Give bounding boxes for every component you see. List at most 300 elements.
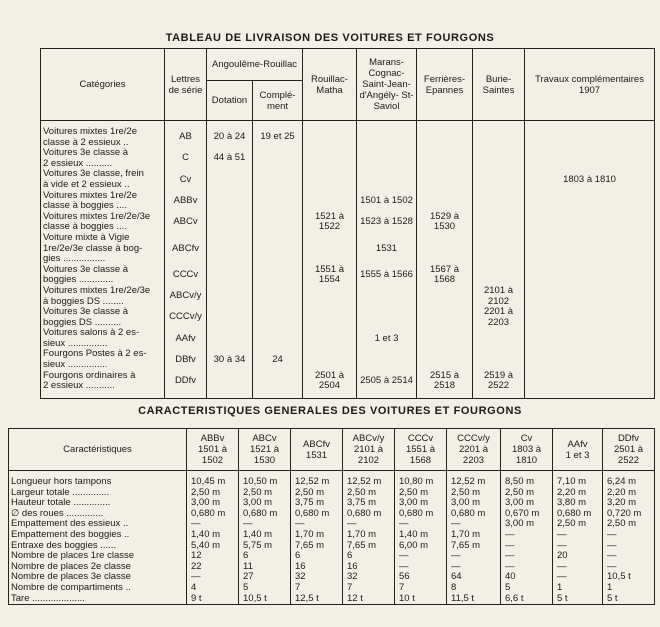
characteristic-value: — [603, 541, 655, 552]
characteristic-label: Hauteur totale .............. [9, 498, 187, 509]
complement-cell [253, 328, 303, 349]
travaux-cell [525, 212, 655, 233]
column-code: CCCv [407, 433, 434, 444]
category-line: Voitures 3e classe à [43, 147, 129, 159]
characteristic-value: 12,52 m [447, 477, 501, 488]
characteristic-value: 3,00 m [187, 498, 239, 509]
complement-cell [253, 212, 303, 233]
characteristics-table-title: CARACTERISTIQUES GENERALES DES VOITURES ET FOURGONS [138, 405, 522, 417]
column-code: Cv [520, 433, 533, 444]
table-row [41, 233, 655, 265]
table-row [41, 212, 655, 233]
characteristic-value: 0,680 m [239, 509, 291, 520]
characteristic-value: 0,670 m [501, 509, 553, 520]
category-line: à vide et 2 essieux .. [43, 178, 130, 190]
characteristic-value: 10 t [395, 594, 447, 605]
category-line: Voitures mixtes 1re/2e/3e [43, 210, 151, 222]
lettres-cell: CCCv [165, 265, 207, 286]
characteristic-value: 2,50 m [553, 519, 603, 530]
category-cell [41, 286, 165, 307]
column-code: AAfv [567, 438, 588, 450]
category-cell [41, 212, 165, 233]
characteristic-value: 12,52 m [291, 477, 343, 488]
ferrieres-cell [417, 286, 473, 307]
category-line: 2 essieux .......... [43, 157, 113, 169]
characteristic-value: 0,680 m [553, 509, 603, 520]
column-header [239, 429, 291, 471]
column-code: ABBv [200, 433, 225, 444]
column-range: 1551 à 1568 [405, 444, 436, 466]
column-range: 1803 à 1810 [511, 444, 542, 466]
characteristic-value: 3,75 m [343, 498, 395, 509]
category-line: Voitures 3e classe, frein [43, 168, 144, 180]
column-header [603, 429, 655, 471]
marans-cell [357, 169, 417, 190]
marans-cell: 1531 [357, 233, 417, 265]
rouillac-cell [303, 169, 357, 190]
characteristic-value: 16 [343, 562, 395, 573]
category-line: 2 essieux ........... [43, 380, 115, 392]
burie-cell [473, 233, 525, 265]
category-line: classe à 2 essieux .. [43, 136, 129, 148]
characteristic-value: — [395, 562, 447, 573]
category-line: sieux ............... [43, 359, 108, 371]
characteristic-value: — [603, 530, 655, 541]
marans-cell [357, 148, 417, 169]
dotation-cell [207, 286, 253, 307]
category-cell [41, 233, 165, 265]
table-row [41, 191, 655, 212]
characteristic-value: 1 [603, 583, 655, 594]
characteristic-value: 20 [553, 551, 603, 562]
characteristic-value: 12,5 t [291, 594, 343, 605]
table-row [41, 307, 655, 328]
lettres-cell: ABCfv [165, 233, 207, 265]
marans-cell: 1 et 3 [357, 328, 417, 349]
characteristic-value: 7 [395, 583, 447, 594]
burie-cell [473, 148, 525, 169]
lettres-cell: C [165, 148, 207, 169]
travaux-cell [525, 191, 655, 212]
characteristic-value: 6,24 m [603, 477, 655, 488]
characteristic-value: — [239, 519, 291, 530]
characteristic-value: — [553, 530, 603, 541]
dotation-cell [207, 169, 253, 190]
lettres-cell: Cv [165, 169, 207, 190]
complement-cell [253, 286, 303, 307]
characteristic-value: 2,50 m [501, 488, 553, 499]
column-code: ABCv/y [352, 433, 385, 444]
col-caracteristiques: Caractéristiques [9, 429, 187, 471]
col-travaux: Travaux complémentaires 1907 [525, 49, 655, 121]
complement-cell: 24 [253, 349, 303, 370]
characteristic-value: 6 [291, 551, 343, 562]
characteristic-value: 3,20 m [603, 498, 655, 509]
dotation-cell [207, 371, 253, 392]
category-line: Fourgons ordinaires à [43, 369, 136, 381]
rouillac-cell [303, 328, 357, 349]
col-marans: Marans- Cognac- Saint-Jean- d'Angély- St-Saviol [357, 49, 417, 121]
characteristic-value: — [447, 562, 501, 573]
column-range: 1 et 3 [565, 449, 590, 461]
travaux-cell [525, 307, 655, 328]
table-row [41, 127, 655, 148]
column-header [343, 429, 395, 471]
category-line: Voitures 3e classe à [43, 263, 129, 275]
characteristic-value: 56 [395, 572, 447, 583]
characteristic-value: 6,6 t [501, 594, 553, 605]
characteristic-value: 1,40 m [395, 530, 447, 541]
dotation-cell: 20 à 24 [207, 127, 253, 148]
lettres-cell: ABCv [165, 212, 207, 233]
dotation-cell [207, 265, 253, 286]
characteristic-value: 7,65 m [291, 541, 343, 552]
dotation-cell [207, 307, 253, 328]
characteristic-value: 6 [343, 551, 395, 562]
marans-cell: 1555 à 1566 [357, 265, 417, 286]
characteristic-value: 32 [343, 572, 395, 583]
ferrieres-cell [417, 307, 473, 328]
complement-cell: 19 et 25 [253, 127, 303, 148]
column-range: 2201 à 2203 [458, 444, 489, 466]
lettres-cell: AB [165, 127, 207, 148]
characteristic-value: — [553, 562, 603, 573]
characteristic-value: 2,50 m [239, 488, 291, 499]
characteristic-value: 10,50 m [239, 477, 291, 488]
characteristic-value: — [395, 519, 447, 530]
rouillac-cell [303, 307, 357, 328]
characteristic-label: Empattement des essieux .. [9, 519, 187, 530]
travaux-cell [525, 265, 655, 286]
lettres-cell: DDfv [165, 371, 207, 392]
table-row [41, 169, 655, 190]
characteristic-label: Nombre de places 2e classe [9, 562, 187, 573]
characteristic-value: 3,00 m [395, 498, 447, 509]
category-line: sieux ............... [43, 337, 108, 349]
lettres-cell: CCCv/y [165, 307, 207, 328]
travaux-cell [525, 328, 655, 349]
category-line: classe à boggies .... [43, 200, 127, 212]
characteristic-value: 1,70 m [343, 530, 395, 541]
dotation-cell [207, 328, 253, 349]
characteristic-value: 0,720 m [603, 509, 655, 520]
characteristic-value: — [343, 519, 395, 530]
characteristic-value: 3,00 m [501, 519, 553, 530]
rouillac-cell: 1521 à 1522 [303, 212, 357, 233]
characteristic-value: 1 [553, 583, 603, 594]
lettres-cell: ABBv [165, 191, 207, 212]
rouillac-cell [303, 233, 357, 265]
category-line: boggies ............. [43, 274, 114, 286]
characteristics-table [8, 428, 655, 605]
table-row [41, 328, 655, 349]
lettres-cell: DBfv [165, 349, 207, 370]
rouillac-cell: 1551 à 1554 [303, 265, 357, 286]
rouillac-cell [303, 148, 357, 169]
characteristic-label: Empattement des boggies .. [9, 530, 187, 541]
column-header [553, 429, 603, 471]
category-line: boggies DS .......... [43, 316, 122, 328]
table-row [9, 583, 655, 594]
characteristic-value: 7,65 m [447, 541, 501, 552]
dotation-cell: 44 à 51 [207, 148, 253, 169]
characteristic-value: — [501, 562, 553, 573]
characteristic-value: 0,680 m [187, 509, 239, 520]
characteristic-value: 2,50 m [447, 488, 501, 499]
characteristic-value: 2,50 m [603, 519, 655, 530]
category-line: Voitures mixtes 1re/2e/3e [43, 284, 151, 296]
column-code: CCCv/y [457, 433, 490, 444]
characteristic-label: Nombre de places 1re classe [9, 551, 187, 562]
rouillac-cell [303, 127, 357, 148]
burie-cell [473, 191, 525, 212]
characteristic-label: Entraxe des boggies ...... [9, 541, 187, 552]
characteristic-value: — [501, 530, 553, 541]
category-line: 1re/2e/3e classe à bog- [43, 242, 143, 254]
characteristic-value: — [187, 519, 239, 530]
col-burie: Burie- Saintes [473, 49, 525, 121]
characteristic-value: — [501, 551, 553, 562]
characteristic-value: 2,50 m [291, 488, 343, 499]
category-cell [41, 148, 165, 169]
category-cell [41, 328, 165, 349]
column-header [395, 429, 447, 471]
marans-cell [357, 286, 417, 307]
table-row [41, 265, 655, 286]
burie-cell [473, 169, 525, 190]
travaux-cell [525, 371, 655, 392]
complement-cell [253, 265, 303, 286]
characteristic-value: 7,10 m [553, 477, 603, 488]
ferrieres-cell [417, 349, 473, 370]
characteristic-value: 64 [447, 572, 501, 583]
characteristic-label: ∅ des roues .............. [9, 509, 187, 520]
ferrieres-cell [417, 328, 473, 349]
col-complement: Complé- ment [253, 81, 303, 121]
rouillac-cell [303, 191, 357, 212]
characteristic-value: — [447, 551, 501, 562]
rouillac-cell [303, 286, 357, 307]
characteristic-label: Tare .................... [9, 594, 187, 605]
characteristic-value: 8,50 m [501, 477, 553, 488]
characteristic-value: 2,20 m [603, 488, 655, 499]
characteristic-value: 11,5 t [447, 594, 501, 605]
characteristic-value: 0,680 m [291, 509, 343, 520]
characteristic-value: 8 [447, 583, 501, 594]
characteristic-value: — [395, 551, 447, 562]
characteristic-value: 1,40 m [239, 530, 291, 541]
characteristic-value: 5 [501, 583, 553, 594]
characteristic-value: 0,680 m [343, 509, 395, 520]
characteristic-value: 7 [343, 583, 395, 594]
travaux-cell [525, 127, 655, 148]
burie-cell [473, 212, 525, 233]
characteristic-value: — [291, 519, 343, 530]
burie-cell [473, 127, 525, 148]
characteristic-label: Longueur hors tampons [9, 477, 187, 488]
ferrieres-cell: 2515 à 2518 [417, 371, 473, 392]
complement-cell [253, 148, 303, 169]
characteristic-value: 27 [239, 572, 291, 583]
category-cell [41, 265, 165, 286]
travaux-cell [525, 349, 655, 370]
marans-cell: 1523 à 1528 [357, 212, 417, 233]
column-code: DDfv [617, 433, 640, 444]
ferrieres-cell [417, 169, 473, 190]
column-range: 1531 [305, 449, 328, 461]
characteristic-value: 10,80 m [395, 477, 447, 488]
characteristic-value: 22 [187, 562, 239, 573]
complement-cell [253, 307, 303, 328]
characteristic-value: 3,00 m [447, 498, 501, 509]
category-line: Voitures 3e classe à [43, 306, 129, 318]
characteristic-value: — [447, 519, 501, 530]
col-ferrieres: Ferrières- Epannes [417, 49, 473, 121]
characteristic-value: 3,75 m [291, 498, 343, 509]
characteristic-value: — [501, 541, 553, 552]
characteristic-value: 6,00 m [395, 541, 447, 552]
table-row [9, 530, 655, 541]
column-range: 1501 à 1502 [197, 444, 228, 466]
marans-cell [357, 349, 417, 370]
col-dotation: Dotation [207, 81, 253, 121]
complement-cell [253, 233, 303, 265]
column-code: ABCv [252, 433, 277, 444]
category-line: Voitures salons à 2 es- [43, 327, 140, 339]
dotation-cell [207, 191, 253, 212]
characteristic-label: Nombre de compartiments .. [9, 583, 187, 594]
ferrieres-cell [417, 127, 473, 148]
characteristic-label: Nombre de places 3e classe [9, 572, 187, 583]
characteristic-value: 1,40 m [187, 530, 239, 541]
dotation-cell: 30 à 34 [207, 349, 253, 370]
column-header [501, 429, 553, 471]
burie-cell [473, 328, 525, 349]
burie-cell: 2101 à 2102 [473, 286, 525, 307]
category-cell [41, 349, 165, 370]
delivery-table [40, 48, 655, 399]
category-cell [41, 191, 165, 212]
table-row [41, 286, 655, 307]
burie-cell: 2201 à 2203 [473, 307, 525, 328]
marans-cell: 2505 à 2514 [357, 371, 417, 392]
column-header [291, 429, 343, 471]
characteristic-value: — [187, 572, 239, 583]
column-code: ABCfv [303, 438, 330, 450]
lettres-cell: ABCv/y [165, 286, 207, 307]
burie-cell [473, 265, 525, 286]
burie-cell: 2519 à 2522 [473, 371, 525, 392]
characteristic-value: 7 [291, 583, 343, 594]
characteristic-value: 5,40 m [187, 541, 239, 552]
characteristic-value: — [603, 562, 655, 573]
characteristic-label: Largeur totale .............. [9, 488, 187, 499]
characteristic-value: 12,52 m [343, 477, 395, 488]
column-range: 2101 à 2102 [353, 444, 384, 466]
lettres-cell: AAfv [165, 328, 207, 349]
travaux-cell: 1803 à 1810 [525, 169, 655, 190]
characteristic-value: 10,5 t [239, 594, 291, 605]
characteristic-value: 7,65 m [343, 541, 395, 552]
marans-cell [357, 127, 417, 148]
characteristic-value: 5 t [553, 594, 603, 605]
ferrieres-cell: 1529 à 1530 [417, 212, 473, 233]
col-categories: Catégories [41, 49, 165, 121]
rouillac-cell: 2501 à 2504 [303, 371, 357, 392]
characteristic-value: 10,45 m [187, 477, 239, 488]
characteristic-value: 2,50 m [343, 488, 395, 499]
category-line: Voitures mixtes 1re/2e [43, 126, 137, 137]
complement-cell [253, 169, 303, 190]
col-rouillac: Rouillac- Matha [303, 49, 357, 121]
column-range: 2501 à 2522 [613, 444, 644, 466]
characteristic-value: 5 t [603, 594, 655, 605]
table-row [41, 148, 655, 169]
travaux-cell [525, 286, 655, 307]
characteristic-value: 2,20 m [553, 488, 603, 499]
rouillac-cell [303, 349, 357, 370]
category-line: à boggies DS ........ [43, 295, 124, 307]
table-row [41, 371, 655, 392]
col-angouleme: Angoulême-Rouillac [207, 49, 303, 81]
characteristic-value: 1,70 m [447, 530, 501, 541]
ferrieres-cell [417, 148, 473, 169]
characteristic-value: 40 [501, 572, 553, 583]
category-line: classe à boggies .... [43, 221, 127, 233]
burie-cell [473, 349, 525, 370]
table-row [9, 477, 655, 488]
table-row [41, 349, 655, 370]
characteristic-value: 0,680 m [395, 509, 447, 520]
characteristic-value: — [553, 541, 603, 552]
column-header [447, 429, 501, 471]
ferrieres-cell: 1567 à 1568 [417, 265, 473, 286]
characteristic-value: 2,50 m [395, 488, 447, 499]
delivery-table-title: TABLEAU DE LIVRAISON DES VOITURES ET FOURGONS [165, 32, 495, 44]
characteristic-value: 16 [291, 562, 343, 573]
characteristic-value: 5,75 m [239, 541, 291, 552]
category-cell [41, 127, 165, 148]
characteristic-value: 4 [187, 583, 239, 594]
category-cell [41, 307, 165, 328]
travaux-cell [525, 148, 655, 169]
complement-cell [253, 371, 303, 392]
marans-cell [357, 307, 417, 328]
characteristic-value: 1,70 m [291, 530, 343, 541]
category-line: Voiture mixte à Vigie [43, 231, 130, 243]
ferrieres-cell [417, 191, 473, 212]
characteristic-value: 10,5 t [603, 572, 655, 583]
col-lettres: Lettres de série [165, 49, 207, 121]
characteristic-value: 9 t [187, 594, 239, 605]
characteristic-value: 3,00 m [239, 498, 291, 509]
category-line: Voitures mixtes 1re/2e [43, 189, 137, 201]
characteristic-value: 11 [239, 562, 291, 573]
characteristic-value: 2,50 m [187, 488, 239, 499]
characteristic-value: — [553, 572, 603, 583]
characteristic-value: 0,680 m [447, 509, 501, 520]
characteristic-value: 12 [187, 551, 239, 562]
characteristic-value: 3,80 m [553, 498, 603, 509]
column-header [187, 429, 239, 471]
characteristic-value: — [603, 551, 655, 562]
characteristic-value: 12 t [343, 594, 395, 605]
category-line: Fourgons Postes à 2 es- [43, 348, 147, 360]
category-line: gies ................ [43, 253, 106, 265]
category-cell [41, 169, 165, 190]
dotation-cell [207, 233, 253, 265]
column-range: 1521 à 1530 [249, 444, 280, 466]
